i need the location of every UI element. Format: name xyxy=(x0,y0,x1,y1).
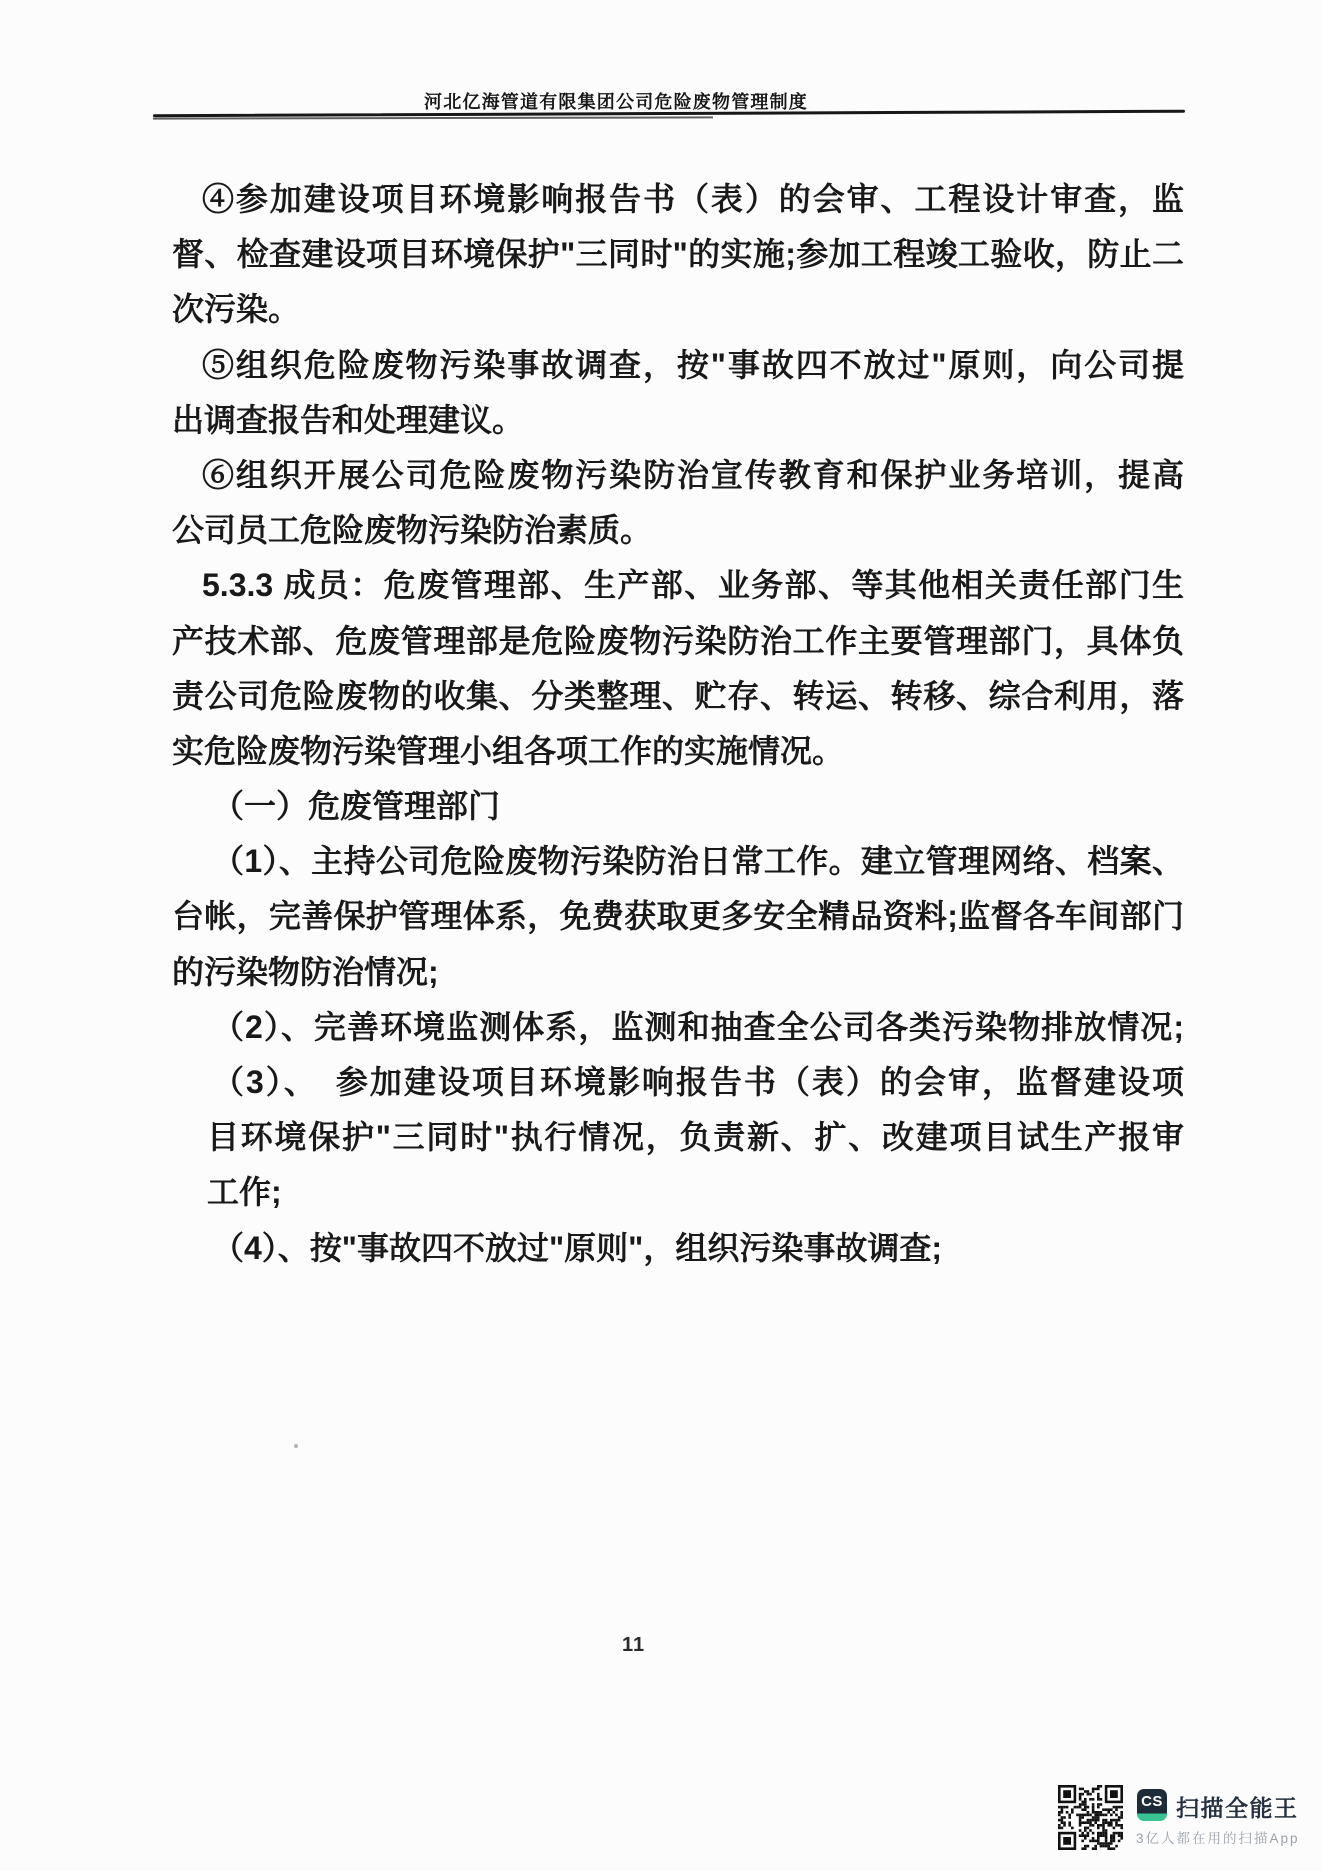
text-line: 公司员工危险废物污染防治素质。 xyxy=(172,512,653,549)
scanner-watermark xyxy=(1058,1785,1300,1851)
text-line: 5.3.3 成员：危废管理部、生产部、业务部、等其他相关责任部门生 xyxy=(202,567,1184,604)
text-line: （1）、主持公司危险废物污染防治日常工作。建立管理网络、档案、 xyxy=(212,843,1184,880)
qr-code-icon xyxy=(1058,1785,1123,1850)
text-line: ④参加建设项目环境影响报告书（表）的会审、工程设计审查，监 xyxy=(202,181,1184,217)
scan-speck xyxy=(294,1444,298,1448)
text-line: 督、检查建设项目环境保护"三同时"的实施;参加工程竣工验收，防止二 xyxy=(172,236,1184,273)
text-line: 台帐，完善保护管理体系，免费获取更多安全精品资料;监督各车间部门 xyxy=(172,898,1184,935)
text-line: 工作; xyxy=(207,1174,282,1211)
document-header-title: 河北亿海管道有限集团公司危险废物管理制度 xyxy=(424,92,808,112)
text-line: （4）、按"事故四不放过"原则"，组织污染事故调查; xyxy=(212,1229,942,1266)
text-line: 次污染。 xyxy=(172,291,301,328)
body-text xyxy=(172,172,1184,1276)
text-line: ⑥组织开展公司危险废物污染防治宣传教育和保护业务培训，提高 xyxy=(202,456,1184,493)
text-line: 实危险废物污染管理小组各项工作的实施情况。 xyxy=(172,732,845,769)
text-line: ⑤组织危险废物污染事故调查，按"事故四不放过"原则，向公司提 xyxy=(202,346,1184,383)
text-line: 责公司危险废物的收集、分类整理、贮存、转运、转移、综合利用，落 xyxy=(172,677,1184,714)
text-line: 的污染物防治情况; xyxy=(172,953,439,990)
text-line: （一）危废管理部门 xyxy=(212,788,501,825)
text-line: （2）、完善环境监测体系，监测和抽查全公司各类污染物排放情况; xyxy=(212,1008,1184,1045)
text-line: （3）、 参加建设项目环境影响报告书（表）的会审，监督建设项 xyxy=(212,1064,1184,1100)
camscanner-logo: CS xyxy=(1137,1789,1167,1821)
page-number: 11 xyxy=(622,1634,646,1656)
scanner-tagline: 3亿人都在用的扫描App xyxy=(1136,1831,1300,1846)
text-line: 产技术部、危废管理部是危险废物污染防治工作主要管理部门，具体负 xyxy=(172,622,1184,659)
header-rule-echo xyxy=(153,116,713,119)
text-line: 目环境保护"三同时"执行情况，负责新、扩、改建项目试生产报审 xyxy=(207,1119,1184,1156)
scanner-app-name: 扫描全能王 xyxy=(1176,1795,1299,1821)
text-line: 出调查报告和处理建议。 xyxy=(172,401,525,438)
